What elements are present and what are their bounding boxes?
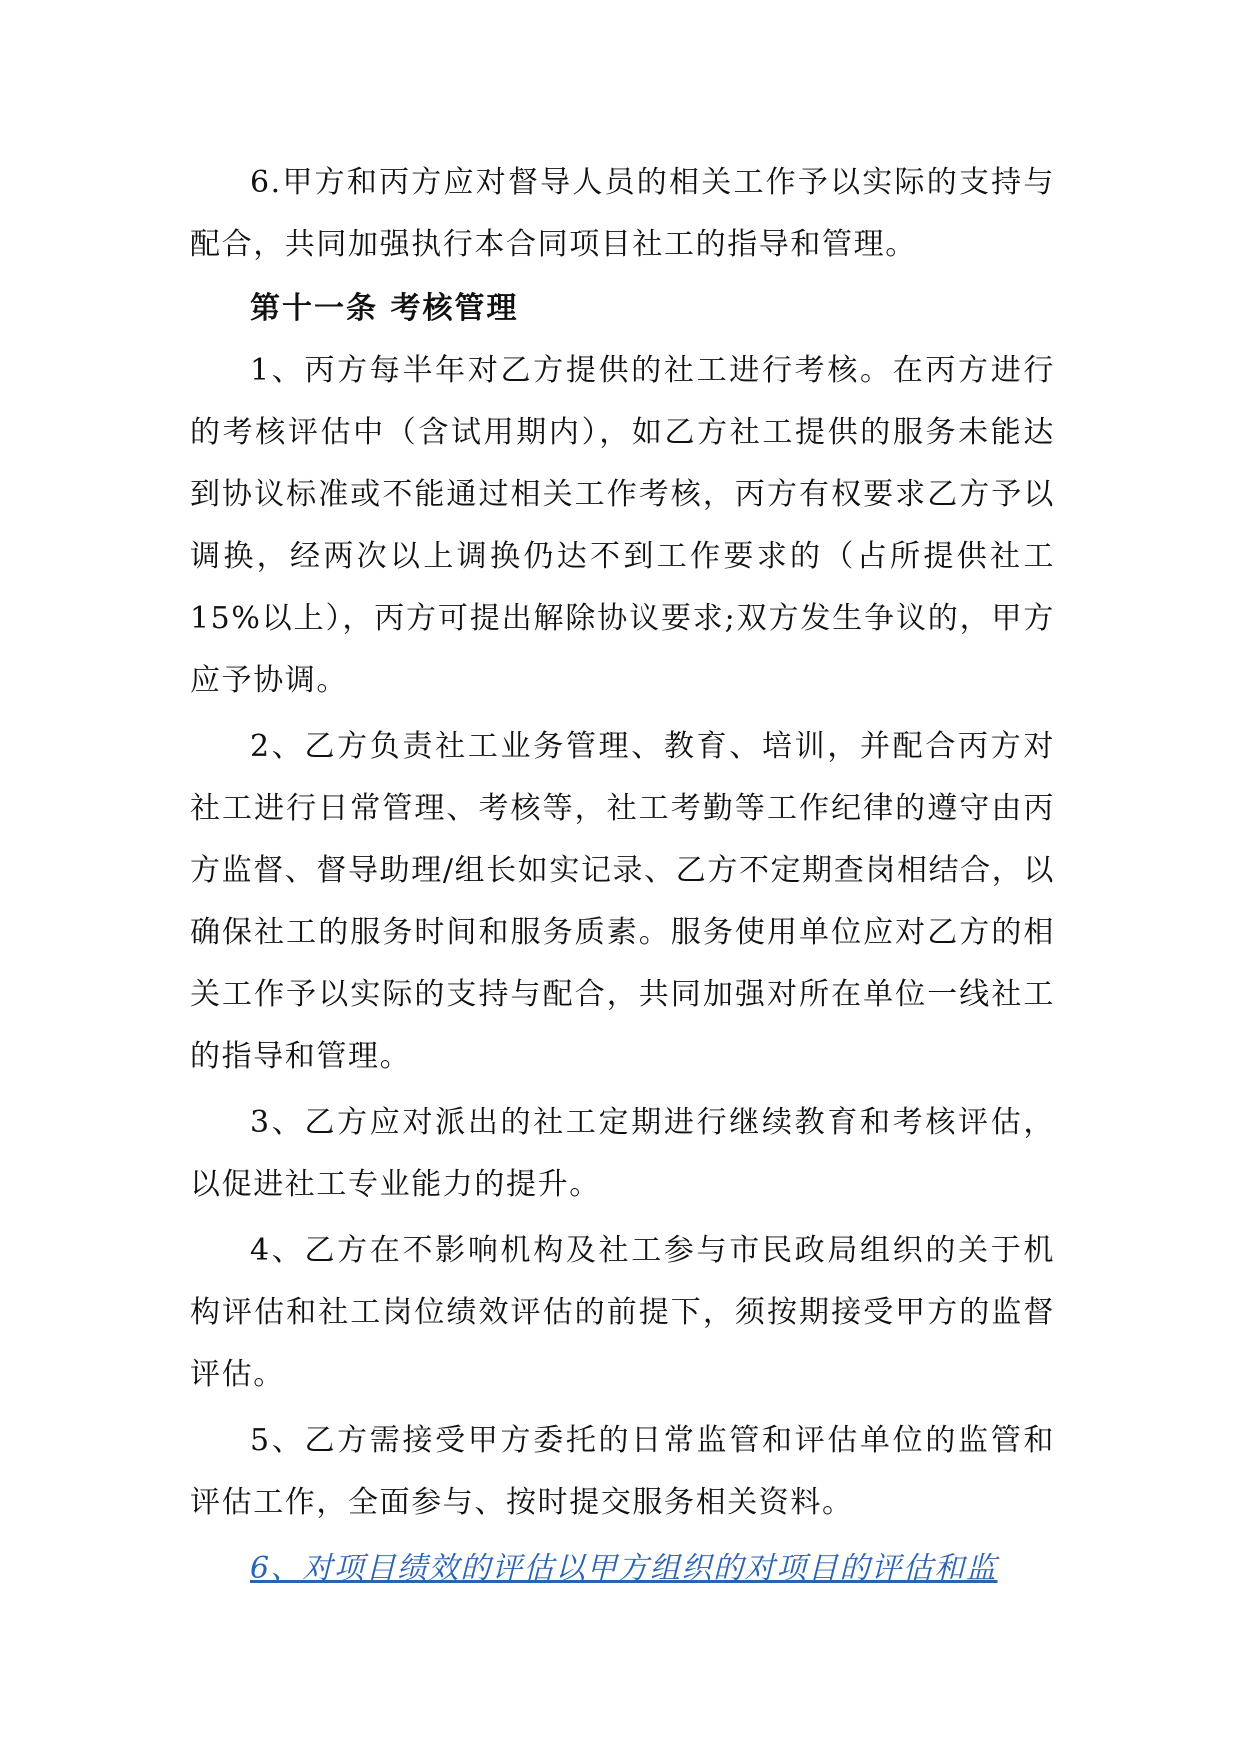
section-heading: 第十一条 考核管理	[250, 291, 519, 326]
clause-item-6-link[interactable]: 6、对项目绩效的评估以甲方组织的对项目的评估和监	[250, 1551, 998, 1586]
clause-item-6-link-paragraph	[190, 1538, 1055, 1600]
clause-item-3: 3、乙方应对派出的社工定期进行继续教育和考核评估，以促进社工专业能力的提升。	[190, 1105, 1055, 1202]
clause-item-4: 4、乙方在不影响机构及社工参与市民政局组织的关于机构评估和社工岗位绩效评估的前提下，须按期接受甲方的监督评估。	[190, 1233, 1055, 1392]
clause-item-5: 5、乙方需接受甲方委托的日常监管和评估单位的监管和评估工作，全面参与、按时提交服务相关资料。	[190, 1423, 1055, 1520]
document-body	[190, 152, 1055, 1600]
paragraph-6-supervision: 6.甲方和丙方应对督导人员的相关工作予以实际的支持与配合，共同加强执行本合同项目社工的指导和管理。	[190, 165, 1055, 262]
clause-item-2: 2、乙方负责社工业务管理、教育、培训，并配合丙方对社工进行日常管理、考核等，社工考勤等工作纪律的遵守由丙方监督、督导助理/组长如实记录、乙方不定期查岗相结合，以确保社工的服务时间和服务质素。服务使用单位应对乙方的相关工作予以实际的支持与配合，共同加强对所在单位一线社工的指导和管理。	[190, 729, 1055, 1074]
clause-item-1: 1、丙方每半年对乙方提供的社工进行考核。在丙方进行的考核评估中（含试用期内），如乙方社工提供的服务未能达到协议标准或不能通过相关工作考核，丙方有权要求乙方予以调换，经两次以上调换仍达不到工作要求的（占所提供社工 15%以上），丙方可提出解除协议要求;双方发生争议的，甲方应予协调。	[190, 353, 1055, 698]
